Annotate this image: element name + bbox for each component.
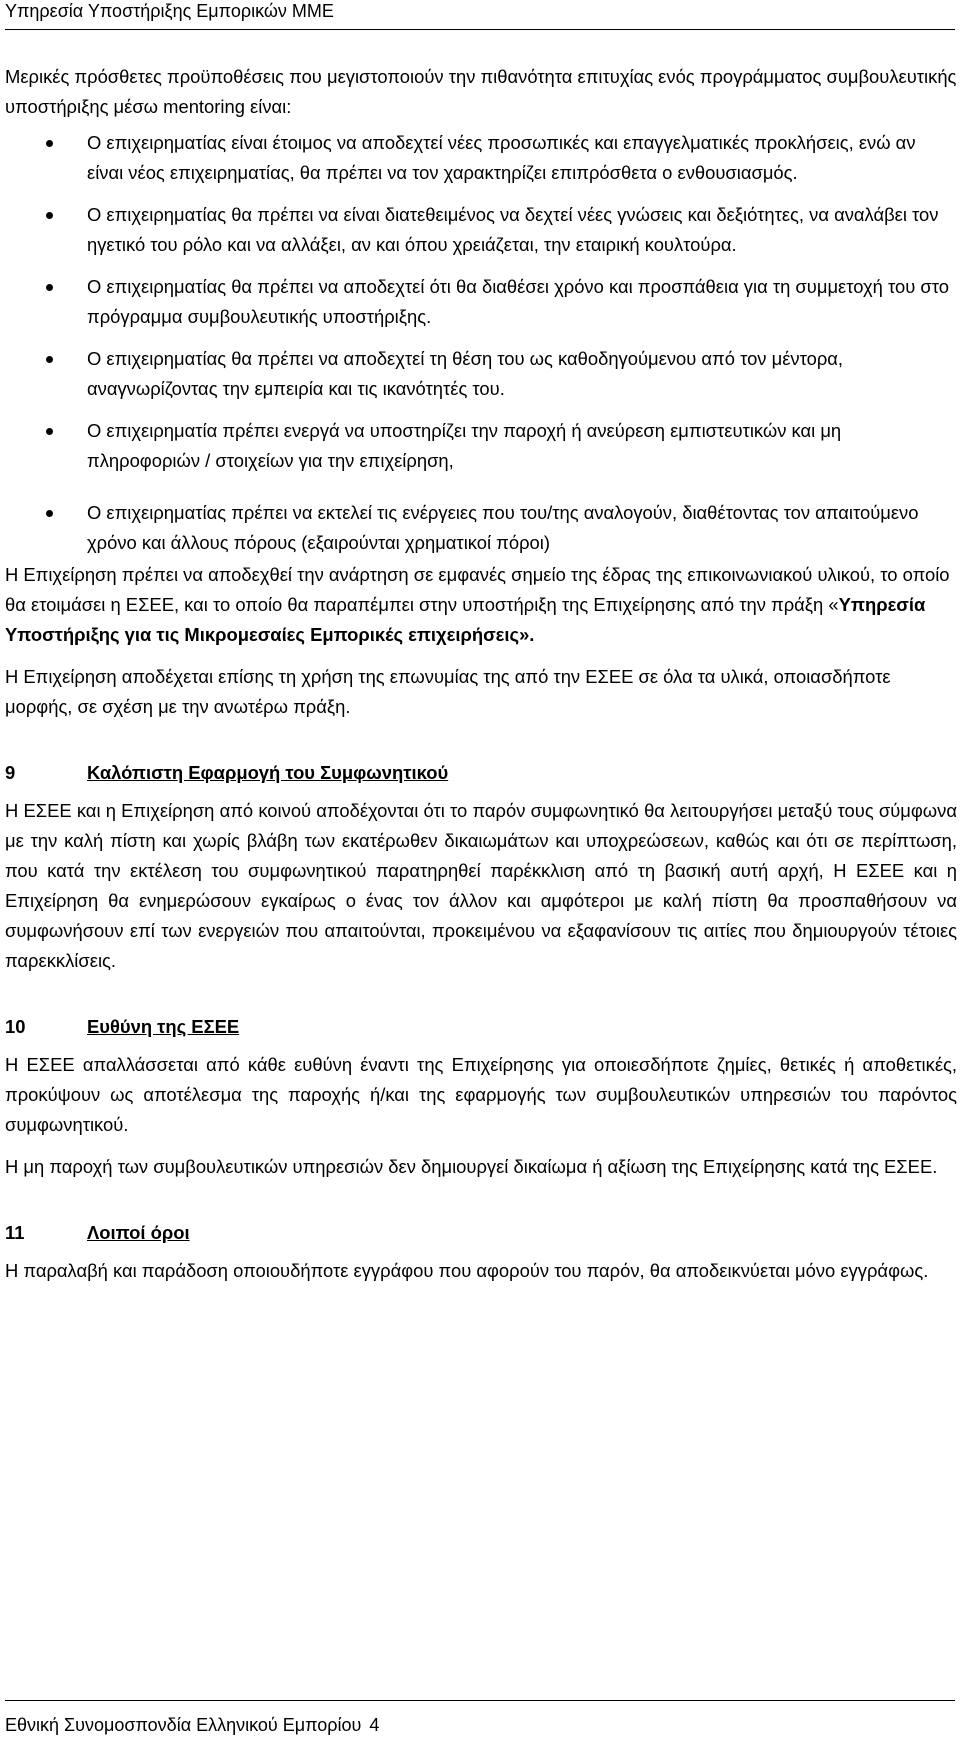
document-body xyxy=(5,62,957,1298)
intro-paragraph: Μερικές πρόσθετες προϋποθέσεις που μεγιστοποιούν την πιθανότητα επιτυχίας ενός προγράμματος συμβουλευτικής υποστήριξης μέσω mentoring είναι: xyxy=(5,66,957,117)
bullet-icon xyxy=(46,284,53,291)
section-11-paragraph: Η παραλαβή και παράδοση οποιουδήποτε εγγράφου που αφορούν του παρόν, θα αποδεικνύεται μόνο εγγράφως. xyxy=(5,1260,929,1281)
bullet-icon xyxy=(46,212,53,219)
section-heading-10 xyxy=(5,1012,957,1042)
conditions-list xyxy=(5,128,957,558)
section-9-paragraph: Η ΕΣΕΕ και η Επιχείρηση από κοινού αποδέχονται ότι το παρόν συμφωνητικό θα λειτουργήσει μεταξύ τους σύμφωνα με την καλή πίστη και χωρίς βλάβη των εκατέρωθεν δικαιωμάτων και υποχρεώσεων, καθώς και ότι σε περίπτωση, που κατά την εκτέλεση του συμφωνητικού παρατηρηθεί παρέκκλιση από τη βασική αυτή αρχή, Η ΕΣΕΕ και η Επιχείρηση θα ενημερώσουν εγκαίρως ο ένας τον άλλον και αμφότεροι με καλή πίστη θα προσπαθήσουν να συμφωνήσουν επί των ενεργειών που απαιτούνται, προκειμένου να εξαφανίσουν τις αιτίες που δημιουργούν τέτοιες παρεκκλίσεις. xyxy=(5,800,957,971)
section-title: Καλόπιστη Εφαρμογή του Συμφωνητικού xyxy=(87,762,449,783)
list-item-text: Ο επιχειρηματίας είναι έτοιμος να αποδεχτεί νέες προσωπικές και επαγγελματικές προκλήσεις, ενώ αν είναι νέος επιχειρηματίας, θα πρέπει να τον χαρακτηρίζει επιπρόσθετα ο ενθουσιασμός. xyxy=(87,132,916,183)
list-item xyxy=(5,416,957,476)
publicity-tail: ». xyxy=(519,624,535,645)
list-item-text: Ο επιχειρηματίας πρέπει να εκτελεί τις ενέργειες που του/της αναλογούν, διαθέτοντας τον απαιτούμενο χρόνο και άλλους πόρους (εξαιρούνται χρηματικοί πόροι) xyxy=(87,502,919,553)
list-item-text: Ο επιχειρηματίας θα πρέπει να είναι διατεθειμένος να δεχτεί νέες γνώσεις και δεξιότητες, να αναλάβει τον ηγετικό του ρόλο και να αλλάξει, αν και όπου χρειάζεται, την εταιρική κουλτούρα. xyxy=(87,204,939,255)
page-number: 4 xyxy=(369,1715,380,1735)
list-item-text: Ο επιχειρηματίας θα πρέπει να αποδεχτεί ότι θα διαθέσει χρόνο και προσπάθεια για τη συμμετοχή του στο πρόγραμμα συμβουλευτικής υποστήριξης. xyxy=(87,276,949,327)
page-footer xyxy=(5,1714,379,1736)
section-10-paragraph-1: Η ΕΣΕΕ απαλλάσσεται από κάθε ευθύνη έναντι της Επιχείρησης για οποιεσδήποτε ζημίες, θετικές ή αποθετικές, προκύψουν ως αποτέλεσμα της παροχής ή/και της εφαρμογής των συμβουλευτικών υπηρεσιών του παρόντος συμφωνητικού. xyxy=(5,1054,957,1135)
footer-org: Εθνική Συνομοσπονδία Ελληνικού Εμπορίου xyxy=(5,1715,362,1735)
list-item xyxy=(5,200,957,260)
list-item xyxy=(5,272,957,332)
bullet-icon xyxy=(46,140,53,147)
section-10-paragraph-2: Η μη παροχή των συμβουλευτικών υπηρεσιών δεν δημιουργεί δικαίωμα ή αξίωση της Επιχείρησης κατά της ΕΣΕΕ. xyxy=(5,1156,938,1177)
header-divider xyxy=(5,29,955,30)
footer-divider xyxy=(5,1700,955,1701)
program-name: Υπηρεσία Υποστήριξης για τις Μικρομεσαίες Εμπορικές επιχειρήσεις xyxy=(5,594,926,645)
section-title: Λοιποί όροι xyxy=(87,1222,190,1243)
list-item xyxy=(5,128,957,188)
list-item-text: Ο επιχειρηματίας θα πρέπει να αποδεχτεί τη θέση του ως καθοδηγούμενου από τον μέντορα, αναγνωρίζοντας την εμπειρία και τις ικανότητές του. xyxy=(87,348,844,399)
section-number: 11 xyxy=(5,1222,25,1243)
list-item xyxy=(5,498,957,558)
bullet-icon xyxy=(46,510,53,517)
bullet-icon xyxy=(46,356,53,363)
section-number: 10 xyxy=(5,1016,26,1037)
section-title: Ευθύνη της ΕΣΕΕ xyxy=(87,1016,240,1037)
publicity-paragraph xyxy=(5,560,957,650)
list-item-text: Ο επιχειρηματία πρέπει ενεργά να υποστηρίζει την παροχή ή ανεύρεση εμπιστευτικών και μη πληροφοριών / στοιχείων για την επιχείρηση, xyxy=(87,420,842,471)
bullet-icon xyxy=(46,428,53,435)
publicity-text: Η Επιχείρηση πρέπει να αποδεχθεί την ανάρτηση σε εμφανές σημείο της έδρας της επικοινωνιακού υλικού, το οποίο θα ετοιμάσει η ΕΣΕΕ, και το οποίο θα παραπέμπει στην υποστήριξη της Επιχείρησης από την πράξη « xyxy=(5,564,950,615)
name-usage-paragraph: Η Επιχείρηση αποδέχεται επίσης τη χρήση της επωνυμίας της από την ΕΣΕΕ σε όλα τα υλικά, οποιασδήποτε μορφής, σε σχέση με την ανωτέρω πράξη. xyxy=(5,666,891,717)
section-heading-9 xyxy=(5,758,957,788)
section-heading-11 xyxy=(5,1218,957,1248)
page-header: Υπηρεσία Υποστήριξης Εμπορικών ΜΜΕ xyxy=(5,1,334,21)
list-item xyxy=(5,344,957,404)
section-number: 9 xyxy=(5,762,16,783)
